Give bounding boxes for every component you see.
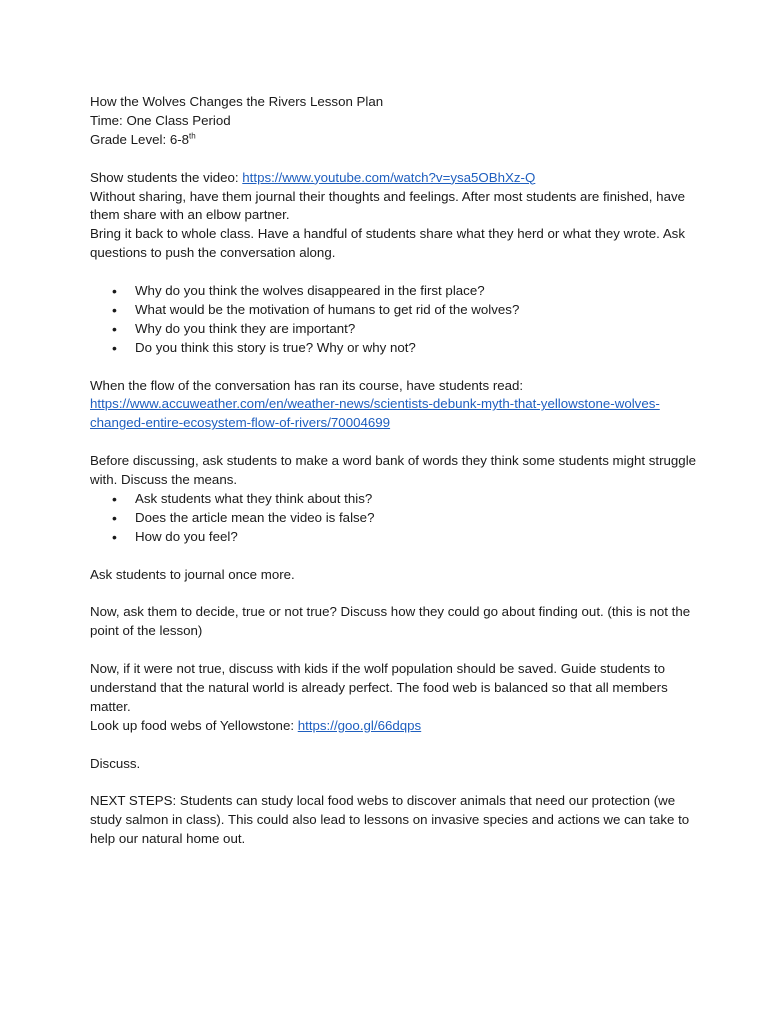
saved-instruction: Now, if it were not true, discuss with kids if the wolf population should be saved. Guide students to understand that the natural world is already perfect. The food web is balanced so that all members matter. [90,661,668,714]
foodweb-instruction [90,717,708,736]
spacer [90,150,708,169]
journal-again-instruction: Ask students to journal once more. [90,566,295,582]
grade-superscript: th [189,131,196,141]
foodweb-prefix: Look up food webs of Yellowstone: [90,717,298,733]
list-item: • Do you think this story is true? Why or why not? [90,339,708,358]
next-steps: NEXT STEPS: Students can study local food webs to discover animals that need our protection (we study salmon in class). This could also lead to lessons on invasive species and actions we can take to help our natural home out. [90,793,690,847]
word-bank-instruction: Before discussing, ask students to make a word bank of words they think some students might struggle with. Discuss the means. [90,453,697,488]
lesson-time: Time: One Class Period [90,112,231,128]
list-item: • How do you feel? [90,528,708,547]
spacer [90,547,708,566]
foodweb-link[interactable]: https://goo.gl/66dqps [297,717,422,733]
article-link[interactable]: https://www.accuweather.com/en/weather-news/scientists-debunk-myth-that-yellowstone-wolves-changed-entire-ecosystem-flow-of-rivers/70004699 [90,396,660,431]
list-item: • Why do you think the wolves disappeared in the first place? [90,282,708,301]
reading-instruction: When the flow of the conversation has ran its course, have students read: [90,377,524,393]
spacer [90,736,708,755]
spacer [90,584,708,603]
video-link[interactable]: https://www.youtube.com/watch?v=ysa5OBhXz-Q [242,169,536,185]
list-item: • Does the article mean the video is false? [90,509,708,528]
spacer [90,358,708,377]
discuss-instruction: Discuss. [90,755,141,771]
list-item: • Why do you think they are important? [90,320,708,339]
spacer [90,774,708,793]
question-list [90,282,708,358]
list-item: • Ask students what they think about this? [90,490,708,509]
whole-class-instruction: Bring it back to whole class. Have a handful of students share what they herd or what they wrote. Ask questions to push the conversation along. [90,226,685,261]
word-bank-list [90,490,708,547]
lesson-grade [90,131,708,150]
grade-text: Grade Level: 6-8 [90,131,190,147]
video-instruction [90,169,708,188]
decide-instruction: Now, ask them to decide, true or not true? Discuss how they could go about finding out. (this is not the point of the lesson) [90,604,691,639]
spacer [90,263,708,282]
lesson-title: How the Wolves Changes the Rivers Lesson Plan [90,94,384,109]
list-item: • What would be the motivation of humans to get rid of the wolves? [90,301,708,320]
video-prefix: Show students the video: [90,169,243,185]
spacer [90,433,708,452]
reading-link-line [90,395,708,433]
journal-instruction: Without sharing, have them journal their thoughts and feelings. After most students are finished, have them share with an elbow partner. [90,188,686,223]
spacer [90,641,708,660]
